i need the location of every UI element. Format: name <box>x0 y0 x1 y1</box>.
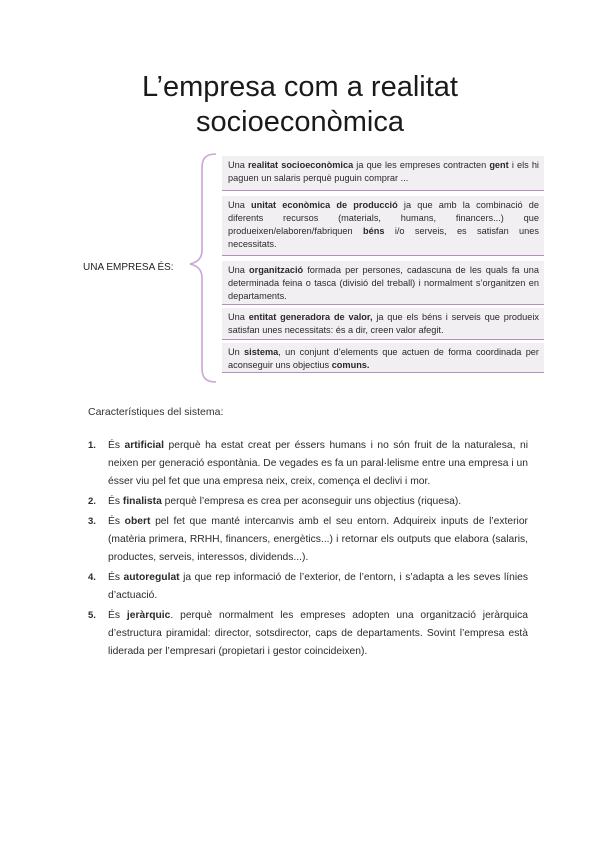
definition-box-2: Una unitat econòmica de producció ja que amb la combinació de diferents recursos (materials, humans, financers...) que produeixen/elaboren/fabriquen béns i/o serveis, es satisfan unes necessitats. <box>222 196 544 256</box>
definition-box-5: Un sistema, un conjunt d’elements que actuen de forma coordinada per aconseguir uns objectius comuns. <box>222 343 544 373</box>
list-number: 4. <box>88 572 96 583</box>
characteristic-item-2: 2. És finalista perquè l’empresa es crea per aconseguir uns objectius (riquesa). <box>88 493 528 511</box>
characteristic-item-3: 3. És obert pel fet que manté intercanvis amb el seu entorn. Adquireix inputs de l’exterior (matèria primera, RRHH, financers, energètics...) i retornar els outputs que elabora (salaris, productes, serveis, interessos, dividends...). <box>88 513 528 567</box>
page-title <box>60 70 540 140</box>
characteristic-item-1: 1. És artificial perquè ha estat creat per éssers humans i no són fruit de la naturalesa, ni neixen per generació espontània. De vegades es fa un paral·lelisme entre una empresa i un ésser viu pel fet que una empresa neix, creix, comença el declivi i mor. <box>88 437 528 491</box>
characteristics-title: Característiques del sistema: <box>88 406 224 418</box>
list-number: 1. <box>88 440 96 451</box>
list-number: 3. <box>88 516 96 527</box>
list-number: 2. <box>88 496 96 507</box>
characteristic-item-5: 5. És jeràrquic. perquè normalment les empreses adopten una organització jeràrquica d’estructura piramidal: director, sotsdirector, caps de departaments. Sovint l’empresa està liderada per l’empresari (propietari i gestor coincideixen). <box>88 607 528 661</box>
definition-box-3: Una organització formada per persones, cadascuna de les quals fa una determinada feina o tasca (divisió del treball) i normalment s’organitzen en departaments. <box>222 261 544 305</box>
characteristics-list <box>88 437 528 661</box>
characteristic-item-4: 4. És autoregulat ja que rep informació de l’exterior, de l’entorn, i s’adapta a les seves línies d’actuació. <box>88 569 528 605</box>
intro-label: UNA EMPRESA ÉS: <box>83 262 174 273</box>
list-number: 5. <box>88 610 96 621</box>
title-line-2: socioeconòmica <box>196 106 404 138</box>
definition-box-1: Una realitat socioeconòmica ja que les empreses contracten gent i els hi paguen un salaris perquè puguin comprar ... <box>222 156 544 191</box>
title-line-1: L’empresa com a realitat <box>142 71 458 103</box>
definition-box-4: Una entitat generadora de valor, ja que els béns i serveis que produeix satisfan unes necessitats: és a dir, creen valor afegit. <box>222 308 544 340</box>
